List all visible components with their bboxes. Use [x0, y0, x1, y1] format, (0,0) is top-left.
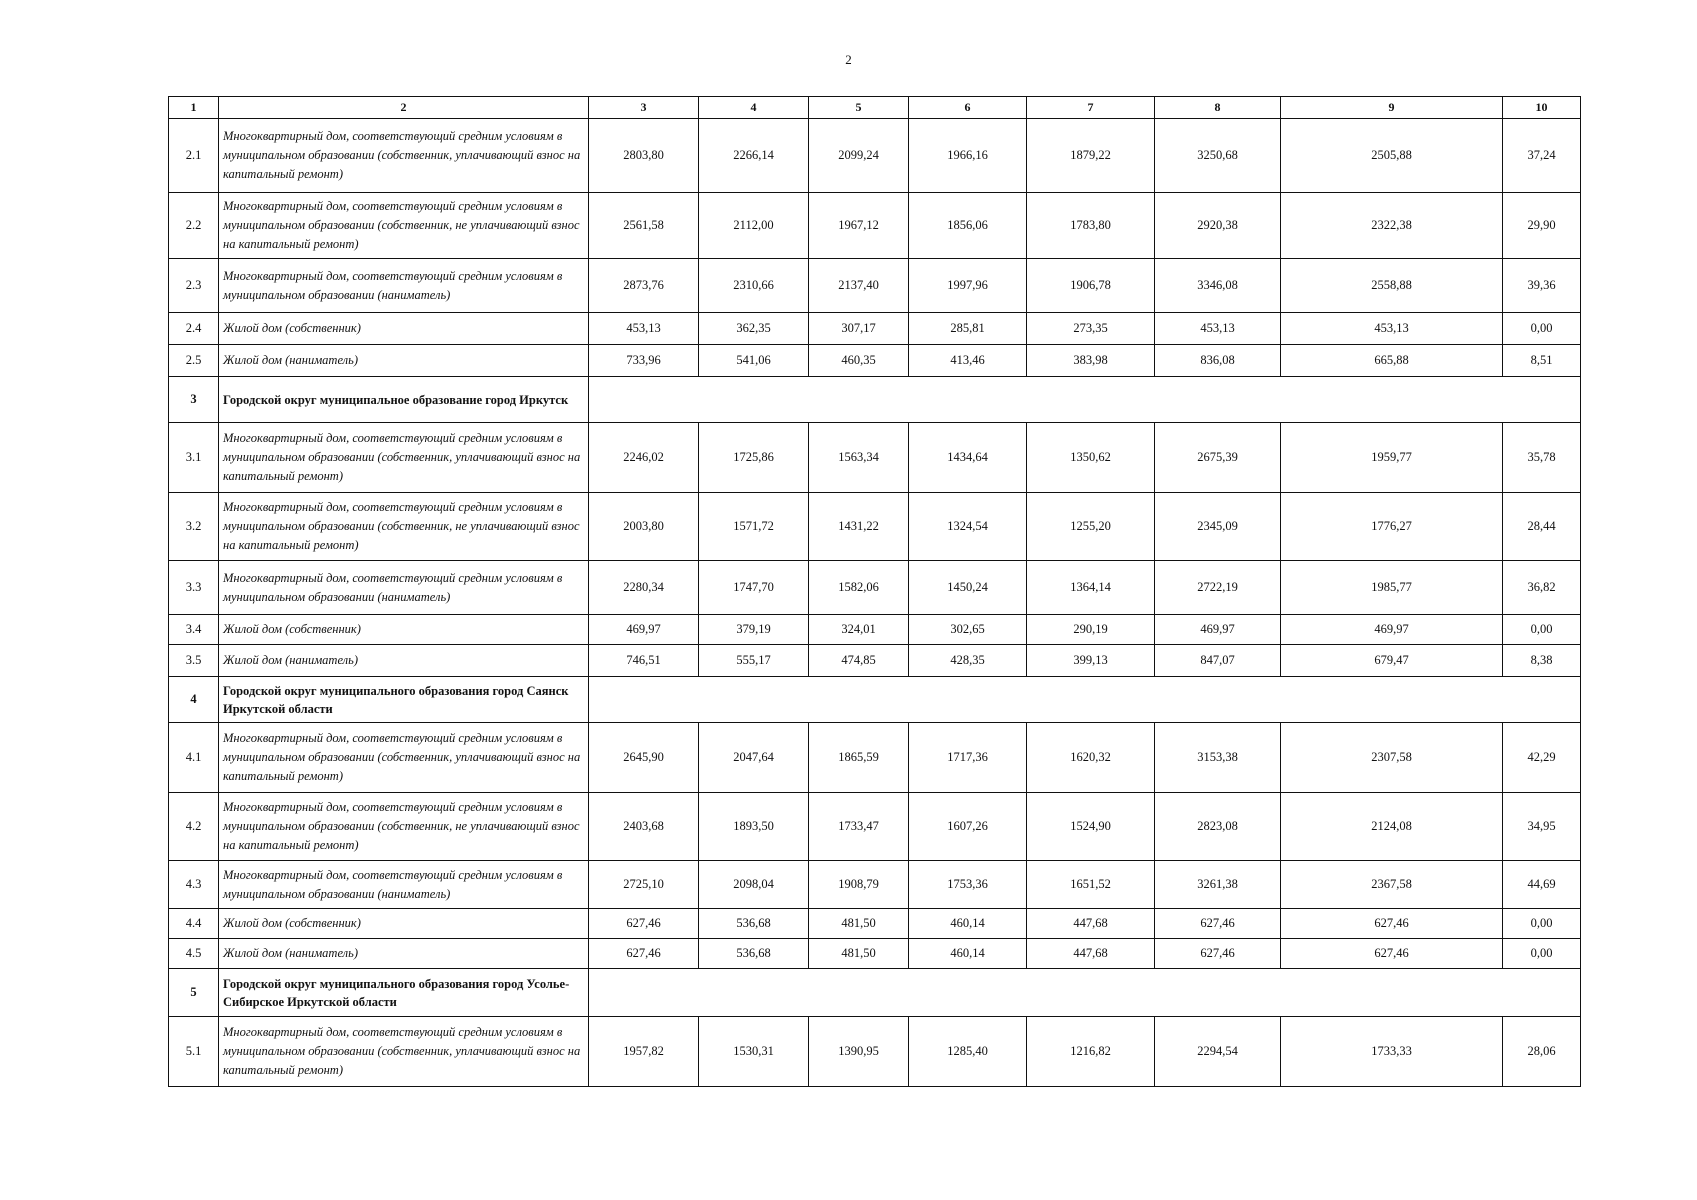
value-cell: 1530,31	[699, 1017, 809, 1087]
value-cell: 1582,06	[809, 561, 909, 615]
value-cell: 1364,14	[1027, 561, 1155, 615]
table-row	[169, 561, 1581, 615]
section-filler	[589, 969, 1581, 1017]
column-header: 1	[169, 97, 219, 119]
row-description: Многоквартирный дом, соответствующий средним условиям в муниципальном образовании (собственник, уплачивающий взнос на капитальный ремонт)	[219, 119, 589, 193]
row-number: 4.3	[169, 861, 219, 909]
value-cell: 324,01	[809, 615, 909, 645]
table-row	[169, 493, 1581, 561]
value-cell: 665,88	[1281, 345, 1503, 377]
value-cell: 1725,86	[699, 423, 809, 493]
value-cell: 453,13	[1281, 313, 1503, 345]
value-cell: 307,17	[809, 313, 909, 345]
value-cell: 679,47	[1281, 645, 1503, 677]
column-header: 5	[809, 97, 909, 119]
value-cell: 1865,59	[809, 723, 909, 793]
table-row	[169, 909, 1581, 939]
row-description: Многоквартирный дом, соответствующий средним условиям в муниципальном образовании (собственник, уплачивающий взнос на капитальный ремонт)	[219, 723, 589, 793]
value-cell: 1783,80	[1027, 193, 1155, 259]
value-cell: 1966,16	[909, 119, 1027, 193]
value-cell: 447,68	[1027, 939, 1155, 969]
value-cell: 453,13	[589, 313, 699, 345]
value-cell: 2099,24	[809, 119, 909, 193]
table-body	[169, 119, 1581, 1087]
value-cell: 627,46	[589, 909, 699, 939]
row-number: 4.4	[169, 909, 219, 939]
value-cell: 2920,38	[1155, 193, 1281, 259]
value-cell: 0,00	[1503, 615, 1581, 645]
row-description: Многоквартирный дом, соответствующий средним условиям в муниципальном образовании (собственник, уплачивающий взнос на капитальный ремонт)	[219, 423, 589, 493]
value-cell: 627,46	[1281, 939, 1503, 969]
value-cell: 1985,77	[1281, 561, 1503, 615]
value-cell: 362,35	[699, 313, 809, 345]
value-cell: 2561,58	[589, 193, 699, 259]
value-cell: 2310,66	[699, 259, 809, 313]
value-cell: 1997,96	[909, 259, 1027, 313]
section-title: Городской округ муниципальное образование город Иркутск	[219, 377, 589, 423]
row-description: Многоквартирный дом, соответствующий средним условиям в муниципальном образовании (собственник, не уплачивающий взнос на капитальный ремонт)	[219, 193, 589, 259]
row-number: 2.3	[169, 259, 219, 313]
value-cell: 2137,40	[809, 259, 909, 313]
value-cell: 460,14	[909, 939, 1027, 969]
value-cell: 3346,08	[1155, 259, 1281, 313]
value-cell: 2725,10	[589, 861, 699, 909]
value-cell: 1733,47	[809, 793, 909, 861]
value-cell: 273,35	[1027, 313, 1155, 345]
value-cell: 34,95	[1503, 793, 1581, 861]
value-cell: 3153,38	[1155, 723, 1281, 793]
value-cell: 399,13	[1027, 645, 1155, 677]
column-header: 2	[219, 97, 589, 119]
value-cell: 447,68	[1027, 909, 1155, 939]
row-number: 2.1	[169, 119, 219, 193]
table-row	[169, 793, 1581, 861]
value-cell: 36,82	[1503, 561, 1581, 615]
value-cell: 2294,54	[1155, 1017, 1281, 1087]
value-cell: 2505,88	[1281, 119, 1503, 193]
row-description: Жилой дом (собственник)	[219, 909, 589, 939]
value-cell: 1893,50	[699, 793, 809, 861]
tariff-table	[168, 96, 1581, 1087]
value-cell: 1620,32	[1027, 723, 1155, 793]
value-cell: 2124,08	[1281, 793, 1503, 861]
value-cell: 2047,64	[699, 723, 809, 793]
value-cell: 460,14	[909, 909, 1027, 939]
value-cell: 1216,82	[1027, 1017, 1155, 1087]
section-filler	[589, 377, 1581, 423]
table-row	[169, 723, 1581, 793]
value-cell: 1906,78	[1027, 259, 1155, 313]
section-row	[169, 377, 1581, 423]
value-cell: 383,98	[1027, 345, 1155, 377]
value-cell: 44,69	[1503, 861, 1581, 909]
value-cell: 2675,39	[1155, 423, 1281, 493]
table-row	[169, 313, 1581, 345]
row-number: 3.5	[169, 645, 219, 677]
section-filler	[589, 677, 1581, 723]
column-header: 8	[1155, 97, 1281, 119]
value-cell: 2098,04	[699, 861, 809, 909]
value-cell: 2280,34	[589, 561, 699, 615]
column-header: 7	[1027, 97, 1155, 119]
value-cell: 536,68	[699, 909, 809, 939]
value-cell: 469,97	[1281, 615, 1503, 645]
section-number: 5	[169, 969, 219, 1017]
row-number: 4.2	[169, 793, 219, 861]
value-cell: 2266,14	[699, 119, 809, 193]
column-header: 4	[699, 97, 809, 119]
row-description: Жилой дом (собственник)	[219, 313, 589, 345]
value-cell: 1450,24	[909, 561, 1027, 615]
page-number: 2	[845, 52, 852, 67]
value-cell: 1908,79	[809, 861, 909, 909]
value-cell: 469,97	[589, 615, 699, 645]
value-cell: 1434,64	[909, 423, 1027, 493]
value-cell: 2722,19	[1155, 561, 1281, 615]
value-cell: 555,17	[699, 645, 809, 677]
value-cell: 2345,09	[1155, 493, 1281, 561]
value-cell: 39,36	[1503, 259, 1581, 313]
value-cell: 746,51	[589, 645, 699, 677]
value-cell: 35,78	[1503, 423, 1581, 493]
value-cell: 627,46	[1155, 939, 1281, 969]
value-cell: 1967,12	[809, 193, 909, 259]
column-header: 9	[1281, 97, 1503, 119]
section-number: 4	[169, 677, 219, 723]
row-description: Многоквартирный дом, соответствующий средним условиям в муниципальном образовании (наниматель)	[219, 861, 589, 909]
value-cell: 3261,38	[1155, 861, 1281, 909]
row-number: 2.4	[169, 313, 219, 345]
value-cell: 285,81	[909, 313, 1027, 345]
section-title: Городской округ муниципального образования город Саянск Иркутской области	[219, 677, 589, 723]
value-cell: 460,35	[809, 345, 909, 377]
value-cell: 1651,52	[1027, 861, 1155, 909]
value-cell: 3250,68	[1155, 119, 1281, 193]
value-cell: 1524,90	[1027, 793, 1155, 861]
value-cell: 1957,82	[589, 1017, 699, 1087]
row-number: 2.5	[169, 345, 219, 377]
row-number: 3.4	[169, 615, 219, 645]
section-row	[169, 969, 1581, 1017]
section-title: Городской округ муниципального образования город Усолье-Сибирское Иркутской области	[219, 969, 589, 1017]
row-description: Многоквартирный дом, соответствующий средним условиям в муниципальном образовании (наниматель)	[219, 561, 589, 615]
table-row	[169, 423, 1581, 493]
value-cell: 474,85	[809, 645, 909, 677]
value-cell: 1717,36	[909, 723, 1027, 793]
value-cell: 0,00	[1503, 939, 1581, 969]
value-cell: 2403,68	[589, 793, 699, 861]
value-cell: 536,68	[699, 939, 809, 969]
row-description: Жилой дом (наниматель)	[219, 645, 589, 677]
value-cell: 469,97	[1155, 615, 1281, 645]
value-cell: 1607,26	[909, 793, 1027, 861]
value-cell: 0,00	[1503, 313, 1581, 345]
value-cell: 481,50	[809, 909, 909, 939]
value-cell: 1350,62	[1027, 423, 1155, 493]
row-description: Многоквартирный дом, соответствующий средним условиям в муниципальном образовании (собственник, уплачивающий взнос на капитальный ремонт)	[219, 1017, 589, 1087]
value-cell: 379,19	[699, 615, 809, 645]
value-cell: 627,46	[589, 939, 699, 969]
row-number: 4.5	[169, 939, 219, 969]
row-number: 2.2	[169, 193, 219, 259]
row-number: 3.2	[169, 493, 219, 561]
row-number: 3.1	[169, 423, 219, 493]
value-cell: 29,90	[1503, 193, 1581, 259]
value-cell: 1324,54	[909, 493, 1027, 561]
value-cell: 2003,80	[589, 493, 699, 561]
value-cell: 2645,90	[589, 723, 699, 793]
column-header: 10	[1503, 97, 1581, 119]
value-cell: 1285,40	[909, 1017, 1027, 1087]
row-number: 4.1	[169, 723, 219, 793]
table-row	[169, 939, 1581, 969]
value-cell: 2873,76	[589, 259, 699, 313]
row-description: Многоквартирный дом, соответствующий средним условиям в муниципальном образовании (собственник, не уплачивающий взнос на капитальный ремонт)	[219, 493, 589, 561]
row-description: Жилой дом (наниматель)	[219, 345, 589, 377]
value-cell: 1431,22	[809, 493, 909, 561]
value-cell: 1747,70	[699, 561, 809, 615]
value-cell: 1390,95	[809, 1017, 909, 1087]
column-header: 3	[589, 97, 699, 119]
row-description: Жилой дом (наниматель)	[219, 939, 589, 969]
column-header: 6	[909, 97, 1027, 119]
row-number: 3.3	[169, 561, 219, 615]
table-row	[169, 1017, 1581, 1087]
value-cell: 1571,72	[699, 493, 809, 561]
table-row	[169, 193, 1581, 259]
header-row	[169, 97, 1581, 119]
value-cell: 1856,06	[909, 193, 1027, 259]
value-cell: 627,46	[1155, 909, 1281, 939]
table-row	[169, 119, 1581, 193]
table-row	[169, 345, 1581, 377]
value-cell: 627,46	[1281, 909, 1503, 939]
value-cell: 28,44	[1503, 493, 1581, 561]
value-cell: 28,06	[1503, 1017, 1581, 1087]
value-cell: 541,06	[699, 345, 809, 377]
row-description: Многоквартирный дом, соответствующий средним условиям в муниципальном образовании (собственник, не уплачивающий взнос на капитальный ремонт)	[219, 793, 589, 861]
value-cell: 1753,36	[909, 861, 1027, 909]
value-cell: 2367,58	[1281, 861, 1503, 909]
value-cell: 8,38	[1503, 645, 1581, 677]
value-cell: 2823,08	[1155, 793, 1281, 861]
row-number: 5.1	[169, 1017, 219, 1087]
value-cell: 8,51	[1503, 345, 1581, 377]
table-row	[169, 861, 1581, 909]
value-cell: 1255,20	[1027, 493, 1155, 561]
table-row	[169, 259, 1581, 313]
value-cell: 290,19	[1027, 615, 1155, 645]
value-cell: 453,13	[1155, 313, 1281, 345]
table-row	[169, 615, 1581, 645]
value-cell: 37,24	[1503, 119, 1581, 193]
value-cell: 1776,27	[1281, 493, 1503, 561]
value-cell: 0,00	[1503, 909, 1581, 939]
section-row	[169, 677, 1581, 723]
value-cell: 2246,02	[589, 423, 699, 493]
value-cell: 2803,80	[589, 119, 699, 193]
table-row	[169, 645, 1581, 677]
row-description: Жилой дом (собственник)	[219, 615, 589, 645]
value-cell: 2307,58	[1281, 723, 1503, 793]
value-cell: 302,65	[909, 615, 1027, 645]
value-cell: 481,50	[809, 939, 909, 969]
value-cell: 1563,34	[809, 423, 909, 493]
value-cell: 1879,22	[1027, 119, 1155, 193]
section-number: 3	[169, 377, 219, 423]
value-cell: 847,07	[1155, 645, 1281, 677]
value-cell: 2322,38	[1281, 193, 1503, 259]
value-cell: 1959,77	[1281, 423, 1503, 493]
row-description: Многоквартирный дом, соответствующий средним условиям в муниципальном образовании (наниматель)	[219, 259, 589, 313]
value-cell: 413,46	[909, 345, 1027, 377]
value-cell: 42,29	[1503, 723, 1581, 793]
value-cell: 733,96	[589, 345, 699, 377]
value-cell: 2558,88	[1281, 259, 1503, 313]
value-cell: 836,08	[1155, 345, 1281, 377]
value-cell: 1733,33	[1281, 1017, 1503, 1087]
value-cell: 428,35	[909, 645, 1027, 677]
value-cell: 2112,00	[699, 193, 809, 259]
